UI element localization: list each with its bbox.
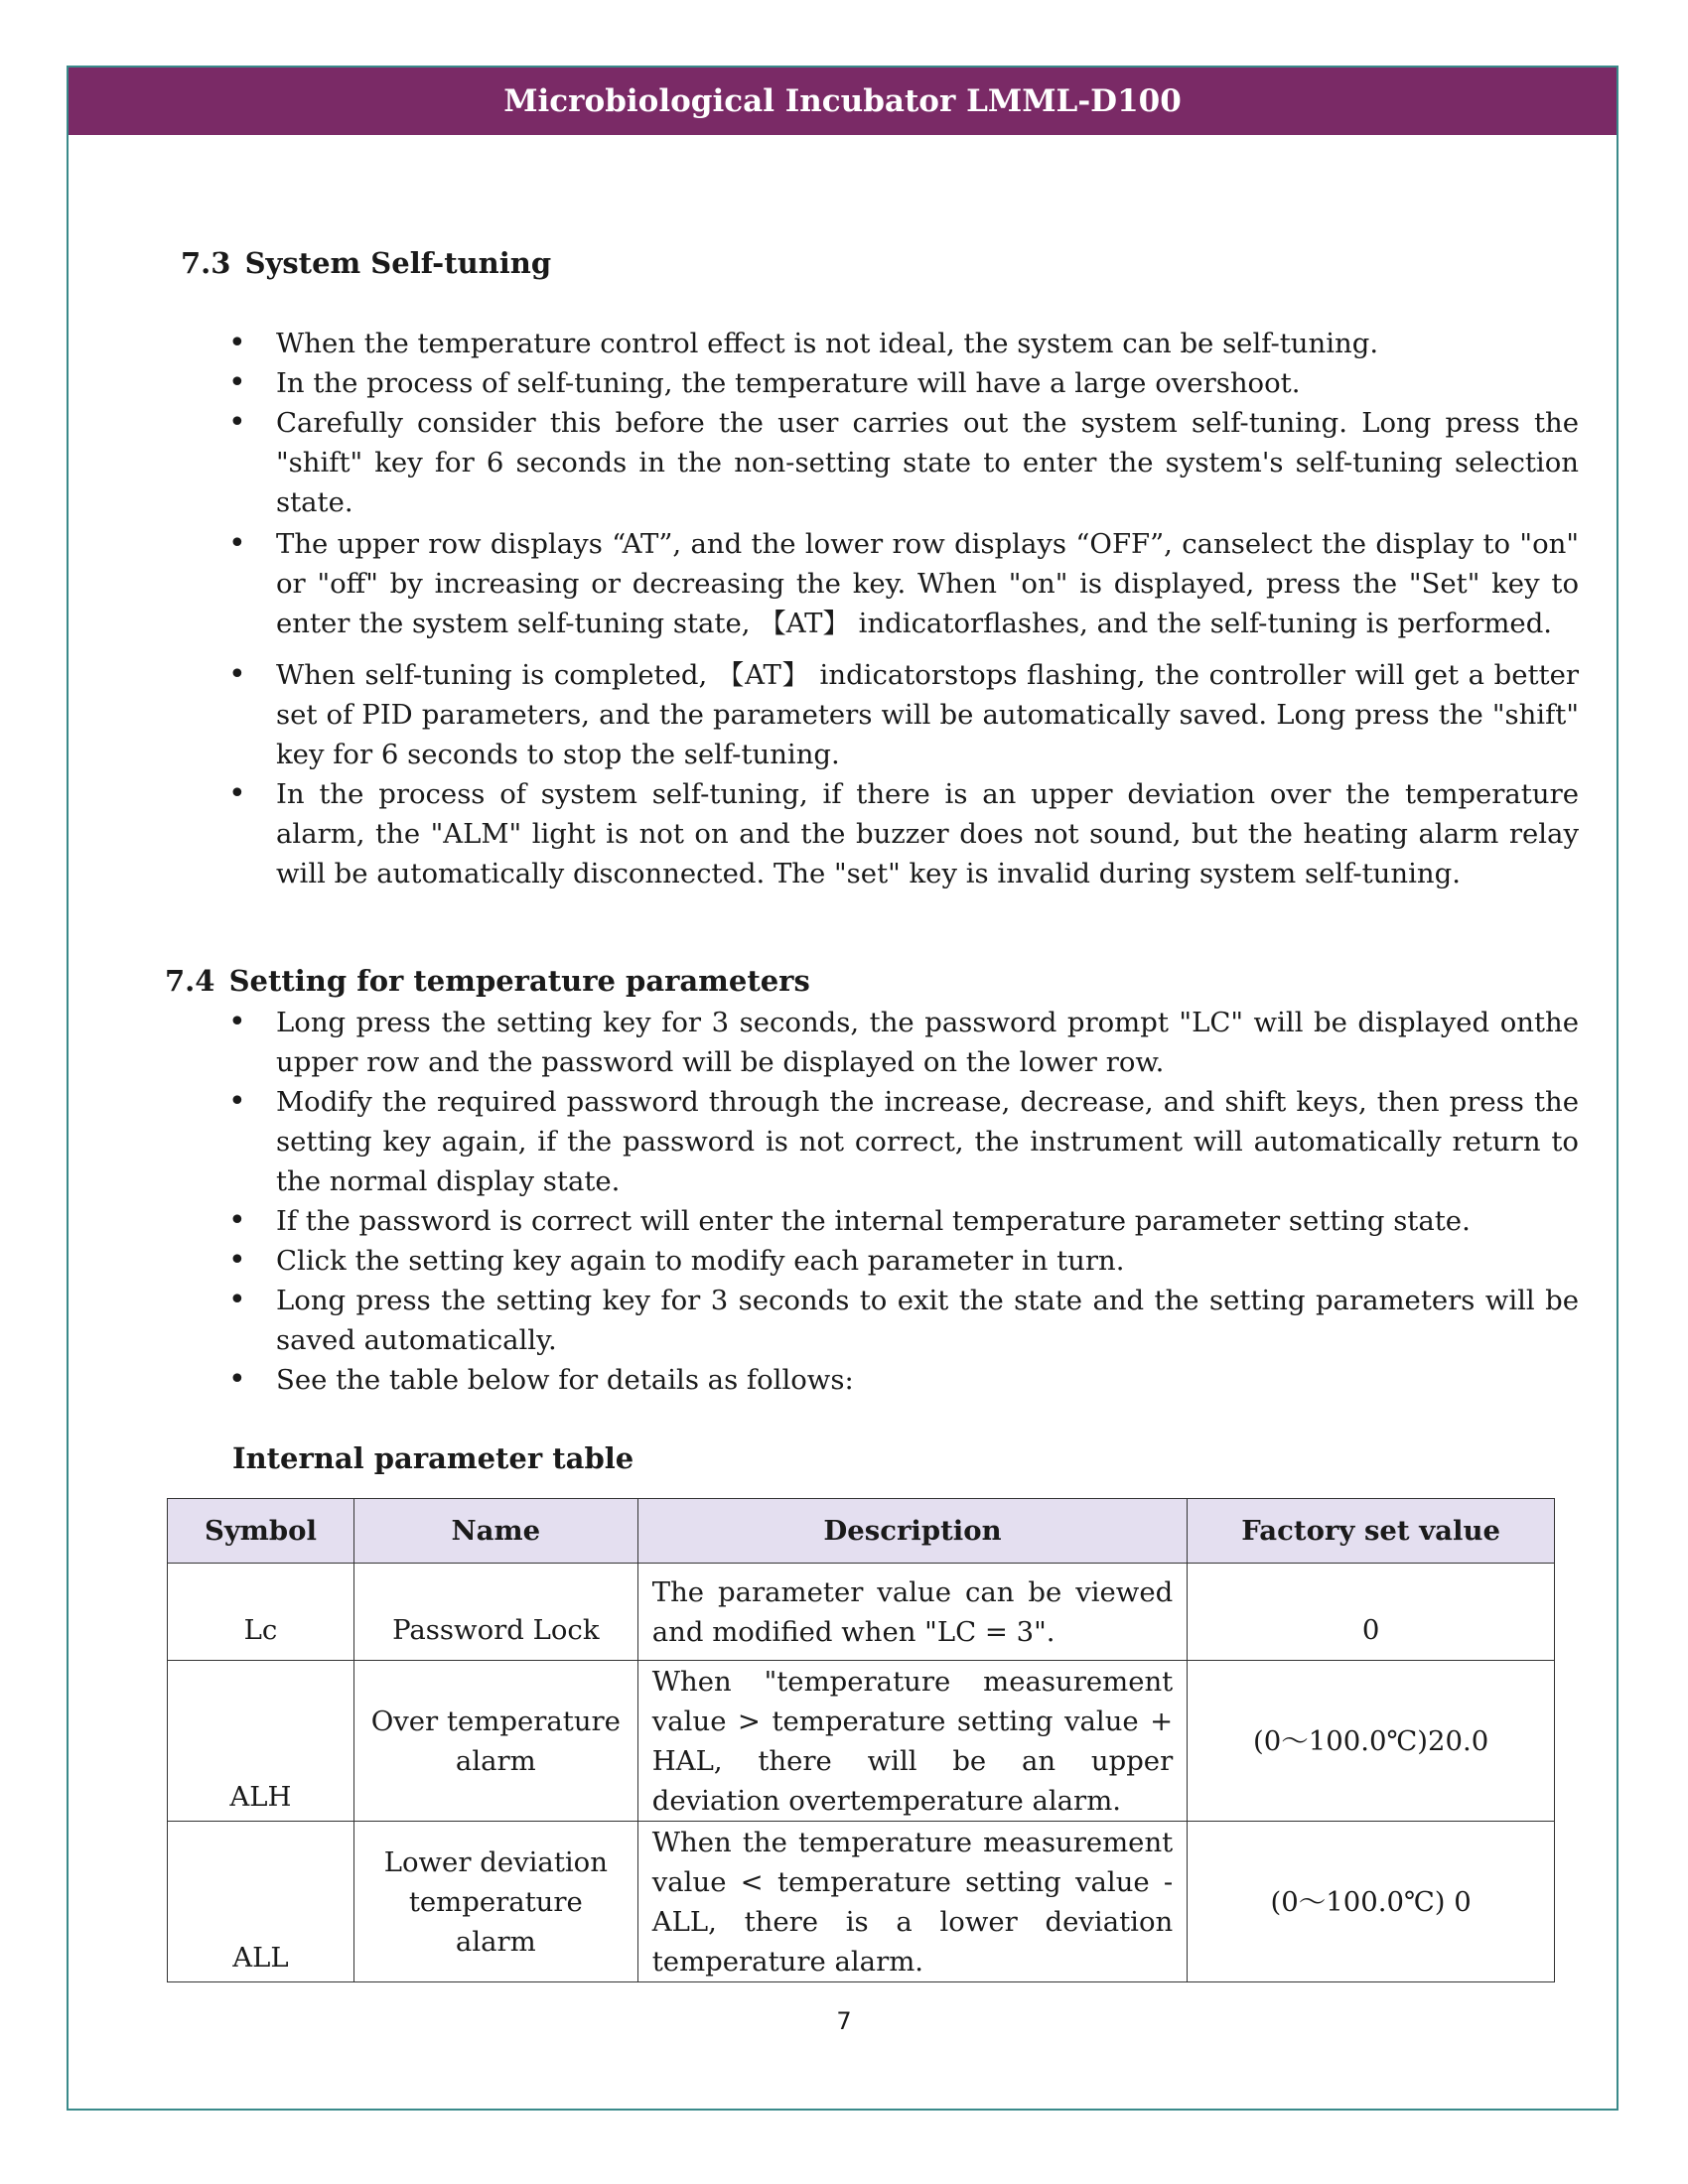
- column-header-description: Description: [637, 1499, 1187, 1564]
- section-title: System Self-tuning: [244, 246, 552, 280]
- cell-name: Password Lock: [353, 1564, 637, 1661]
- cell-description: The parameter value can be viewed and modified when "LC = 3".: [637, 1564, 1187, 1661]
- section-number: 7.4: [165, 964, 215, 998]
- section-number: 7.3: [181, 246, 231, 280]
- list-item: • In the process of system self-tuning, if there is an upper deviation over the temperature alarm, the "ALM" light is not on and the buzzer does not sound, but the heating alarm relay will be automatically disconnected. The "set" key is invalid during system self-tuning.: [228, 774, 1579, 893]
- list-item: • If the password is correct will enter the internal temperature parameter setting state.: [228, 1201, 1579, 1241]
- cell-symbol: ALH: [168, 1661, 354, 1822]
- table-title: Internal parameter table: [232, 1441, 634, 1475]
- cell-factory-value: (0～100.0℃) 0: [1188, 1822, 1555, 1982]
- page-number: 7: [836, 2007, 852, 2035]
- cell-name: Lower deviation temperature alarm: [353, 1822, 637, 1982]
- list-item: • When self-tuning is completed, 【AT】 indicatorstops flashing, the controller will get a better set of PID parameters, and the parameters will be automatically saved. Long press the "shift" key for 6 seconds to stop the self-tuning.: [228, 655, 1579, 774]
- column-header-name: Name: [353, 1499, 637, 1564]
- column-header-factory-value: Factory set value: [1188, 1499, 1555, 1564]
- list-item: • Long press the setting key for 3 seconds, the password prompt "LC" will be displayed onthe upper row and the password will be displayed on the lower row.: [228, 1003, 1579, 1082]
- table-row: [168, 1822, 1555, 1982]
- table-row: [168, 1661, 1555, 1822]
- cell-name: Over temperature alarm: [353, 1661, 637, 1822]
- list-item: • Modify the required password through the increase, decrease, and shift keys, then press the setting key again, if the password is not correct, the instrument will automatically return to the normal display state.: [228, 1082, 1579, 1201]
- table-header-row: [168, 1499, 1555, 1564]
- list-item: • The upper row displays “AT”, and the lower row displays “OFF”, canselect the display to "on" or "off" by increasing or decreasing the key. When "on" is displayed, press the "Set" key to enter the system self-tuning state, 【AT】 indicatorflashes, and the self-tuning is performed.: [228, 524, 1579, 643]
- cell-factory-value: (0～100.0℃)20.0: [1188, 1661, 1555, 1822]
- cell-symbol: Lc: [168, 1564, 354, 1661]
- table-row: [168, 1564, 1555, 1661]
- list-item: • Carefully consider this before the user carries out the system self-tuning. Long press the "shift" key for 6 seconds in the non-setting state to enter the system's self-tuning selection state.: [228, 403, 1579, 522]
- list-item: • In the process of self-tuning, the temperature will have a large overshoot.: [228, 363, 1579, 403]
- section-7-4-list: [228, 1003, 1579, 1400]
- cell-description: When "temperature measurement value > temperature setting value + HAL, there will be an upper deviation overtemperature alarm.: [637, 1661, 1187, 1822]
- list-item: • See the table below for details as follows:: [228, 1360, 1579, 1400]
- cell-factory-value: 0: [1188, 1564, 1555, 1661]
- section-7-3-heading: [181, 245, 551, 281]
- section-7-3-list: [228, 324, 1579, 893]
- section-title: Setting for temperature parameters: [228, 964, 810, 998]
- list-item: • Long press the setting key for 3 seconds to exit the state and the setting parameters will be saved automatically.: [228, 1281, 1579, 1360]
- cell-symbol: ALL: [168, 1822, 354, 1982]
- list-item: • Click the setting key again to modify each parameter in turn.: [228, 1241, 1579, 1281]
- internal-parameter-table: [167, 1498, 1555, 1982]
- list-item: • When the temperature control effect is not ideal, the system can be self-tuning.: [228, 324, 1579, 363]
- column-header-symbol: Symbol: [168, 1499, 354, 1564]
- section-7-4-heading: [165, 963, 810, 999]
- cell-description: When the temperature measurement value < temperature setting value - ALL, there is a lower deviation temperature alarm.: [637, 1822, 1187, 1982]
- page-header: Microbiological Incubator LMML-D100: [69, 68, 1617, 135]
